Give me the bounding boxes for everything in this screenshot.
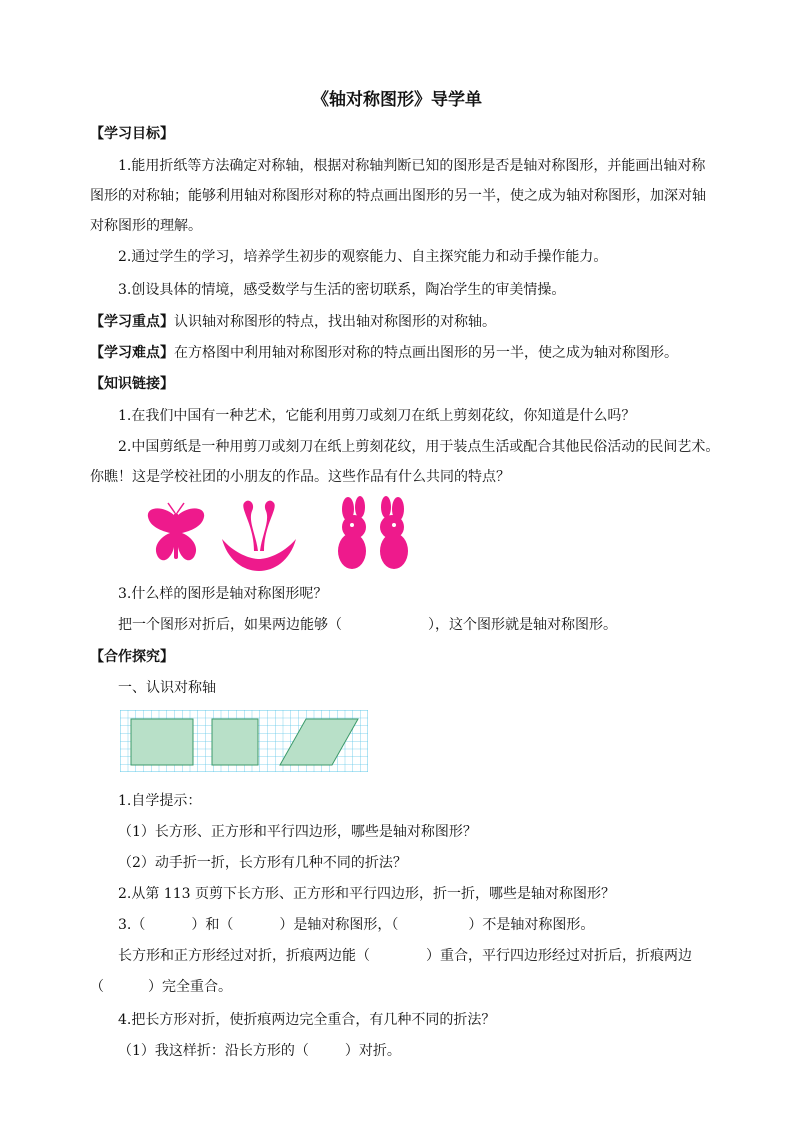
explore-q4-a <box>118 1041 401 1061</box>
objective-2: 2.通过学生的学习，培养学生初步的观察能力、自主探究能力和动手操作能力。 <box>118 249 608 265</box>
knowledge-q2-line-1: 2.中国剪纸是一种用剪刀或刻刀在纸上剪刻花纹，用于装点生活或配合其他民俗活动的民间艺术。 <box>118 439 720 455</box>
explore-q3-line-2 <box>118 946 692 966</box>
page-title: 《轴对称图形》导学单 <box>312 90 482 110</box>
tip-1: （1）长方形、正方形和平行四边形，哪些是轴对称图形？ <box>118 824 477 840</box>
knowledge-fill <box>118 615 617 635</box>
difficulty-text: 在方格图中利用轴对称图形对称的特点画出图形的另一半，使之成为轴对称图形。 <box>174 345 678 361</box>
objective-3: 3.创设具体的情境，感受数学与生活的密切联系，陶冶学生的审美情操。 <box>118 282 566 298</box>
key-point-label: 【学习重点】 <box>90 314 174 330</box>
difficulty <box>90 343 678 363</box>
self-study-tip: 1.自学提示： <box>118 793 202 809</box>
section-heading-objectives: 【学习目标】 <box>90 126 174 142</box>
papercut-figures <box>140 495 420 575</box>
explore-q4: 4.把长方形对折，使折痕两边完全重合，有几种不同的折法？ <box>118 1012 496 1028</box>
explore-part-1: 一、认识对称轴 <box>118 680 216 696</box>
objective-1-line-2: 图形的对称轴；能够利用轴对称图形对称的特点画出图形的另一半，使之成为轴对称图形，加深对轴 <box>90 188 706 204</box>
knowledge-q2-line-2: 你瞧！这是学校社团的小朋友的作品。这些作品有什么共同的特点？ <box>90 469 510 485</box>
objective-1-line-1: 1.能用折纸等方法确定对称轴，根据对称轴判断已知的图形是否是轴对称图形，并能画出轴对称 <box>118 158 706 174</box>
explore-q3 <box>118 915 594 935</box>
q3-text-a: 3.（ <box>118 917 146 933</box>
explore-q2: 2.从第 113 页剪下长方形、正方形和平行四边形，折一折，哪些是轴对称图形？ <box>118 886 615 902</box>
tip-2: （2）动手折一折，长方形有几种不同的折法？ <box>118 855 407 871</box>
knowledge-q1: 1.在我们中国有一种艺术，它能利用剪刀或刻刀在纸上剪刻花纹，你知道是什么吗？ <box>118 408 636 424</box>
q3b-text-b: ）重合，平行四边形经过对折后，折痕两边 <box>426 948 692 964</box>
fill-text-b: ），这个图形就是轴对称图形。 <box>428 617 617 633</box>
q4a-text-a: （1）我这样折：沿长方形的（ <box>118 1043 309 1059</box>
section-heading-knowledge: 【知识链接】 <box>90 376 174 392</box>
swans-papercut-icon <box>222 501 296 571</box>
butterfly-papercut-icon <box>148 503 204 560</box>
key-point-text: 认识轴对称图形的特点，找出轴对称图形的对称轴。 <box>174 314 496 330</box>
grid-figure <box>120 710 368 772</box>
rectangle-shape <box>131 719 193 765</box>
objective-1-line-3: 对称图形的理解。 <box>90 218 202 234</box>
q3-text-b: ）和（ <box>191 917 234 933</box>
difficulty-label: 【学习难点】 <box>90 345 174 361</box>
section-heading-explore: 【合作探究】 <box>90 649 174 665</box>
q3b-text-a: 长方形和正方形经过对折，折痕两边能（ <box>118 948 370 964</box>
q3-text-d: ）不是轴对称图形。 <box>468 917 595 933</box>
fill-text-a: 把一个图形对折后，如果两边能够（ <box>118 617 342 633</box>
q3c-text-b: ）完全重合。 <box>148 979 232 995</box>
q3-text-c: ）是轴对称图形，（ <box>279 917 399 933</box>
explore-q3-line-3 <box>90 977 232 997</box>
q3c-text-a: （ <box>90 979 104 995</box>
q4a-text-b: ）对折。 <box>344 1043 401 1059</box>
rabbits-papercut-icon <box>338 496 408 569</box>
key-point <box>90 312 496 332</box>
square-shape <box>212 719 258 765</box>
knowledge-q3: 3.什么样的图形是轴对称图形呢？ <box>118 586 328 602</box>
